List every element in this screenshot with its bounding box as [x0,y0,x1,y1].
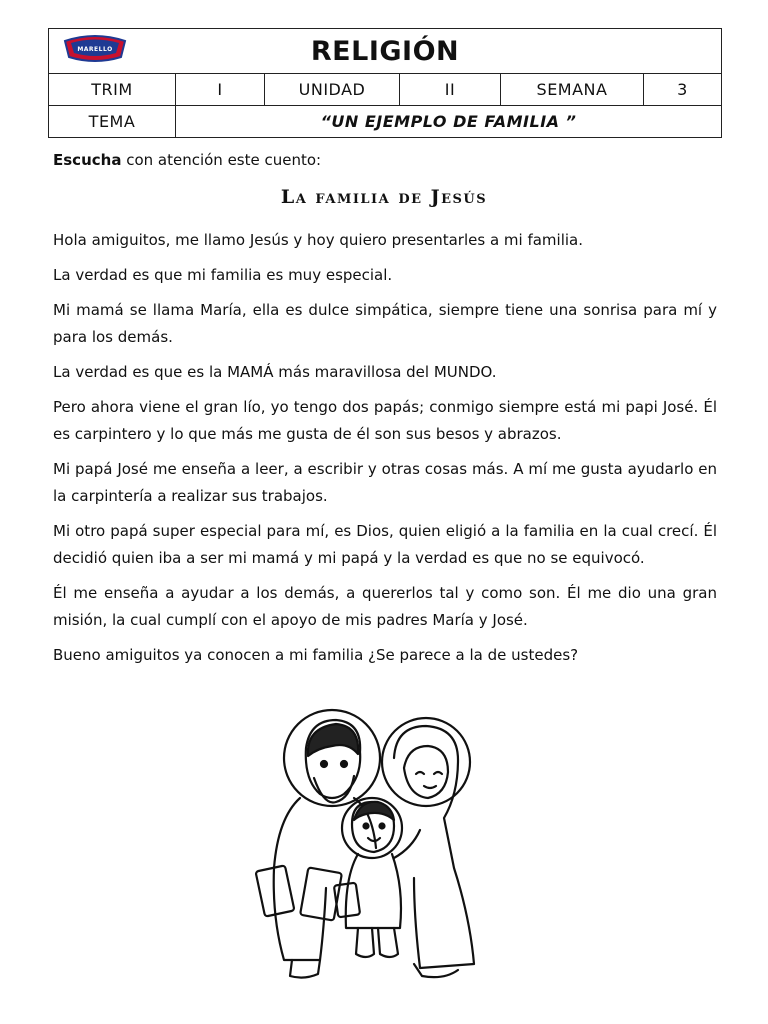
trim-value: I [176,74,265,106]
story-title: La familia de Jesús [280,186,488,208]
story-paragraph: Él me enseña a ayudar a los demás, a quererlos tal y como son. Él me dio una gran misión, la cual cumplí con el apoyo de mis padres María y José. [53,584,717,629]
title-cell [49,29,722,74]
tema-value: “UN EJEMPLO DE FAMILIA ” [176,106,722,138]
story-paragraph: Bueno amiguitos ya conocen a mi familia ¿Se parece a la de ustedes? [53,646,579,664]
holy-family-illustration [244,698,512,982]
story-paragraph: La verdad es que es la MAMÁ más maravillosa del MUNDO. [53,363,497,381]
semana-value: 3 [644,74,722,106]
header-table [48,28,722,138]
story-paragraph: Mi mamá se llama María, ella es dulce simpática, siempre tiene una sonrisa para mí y para los demás. [53,301,717,346]
mary-face-icon [404,746,448,798]
unidad-label: UNIDAD [265,74,400,106]
instruction-bold: Escucha [53,151,122,169]
tema-label: TEMA [49,106,176,138]
story-paragraph: Mi otro papá super especial para mí, es Dios, quien eligió a la familia en la cual crecí. Él decidió quien iba a ser mi mamá y mi papá y la verdad es que no se equivocó. [53,522,717,567]
unidad-value: II [400,74,501,106]
instruction [53,151,321,169]
subject-title: RELIGIÓN [310,35,460,67]
school-logo-icon [63,33,127,63]
logo-text: MARELLO [77,46,113,53]
story-paragraph: Hola amiguitos, me llamo Jesús y hoy quiero presentarles a mi familia. [53,231,584,249]
story-paragraph: Mi papá José me enseña a leer, a escribir y otras cosas más. A mí me gusta ayudarlo en la carpintería a realizar sus trabajos. [53,460,717,505]
mary-halo-icon [382,718,470,806]
instruction-rest: con atención este cuento: [121,151,322,169]
story-body [53,227,717,677]
semana-label: SEMANA [501,74,644,106]
story-paragraph: La verdad es que mi familia es muy especial. [53,266,393,284]
trim-label: TRIM [49,74,176,106]
story-paragraph: Pero ahora viene el gran lío, yo tengo dos papás; conmigo siempre está mi papi José. Él es carpintero y lo que más me gusta de él son sus besos y abrazos. [53,398,717,443]
